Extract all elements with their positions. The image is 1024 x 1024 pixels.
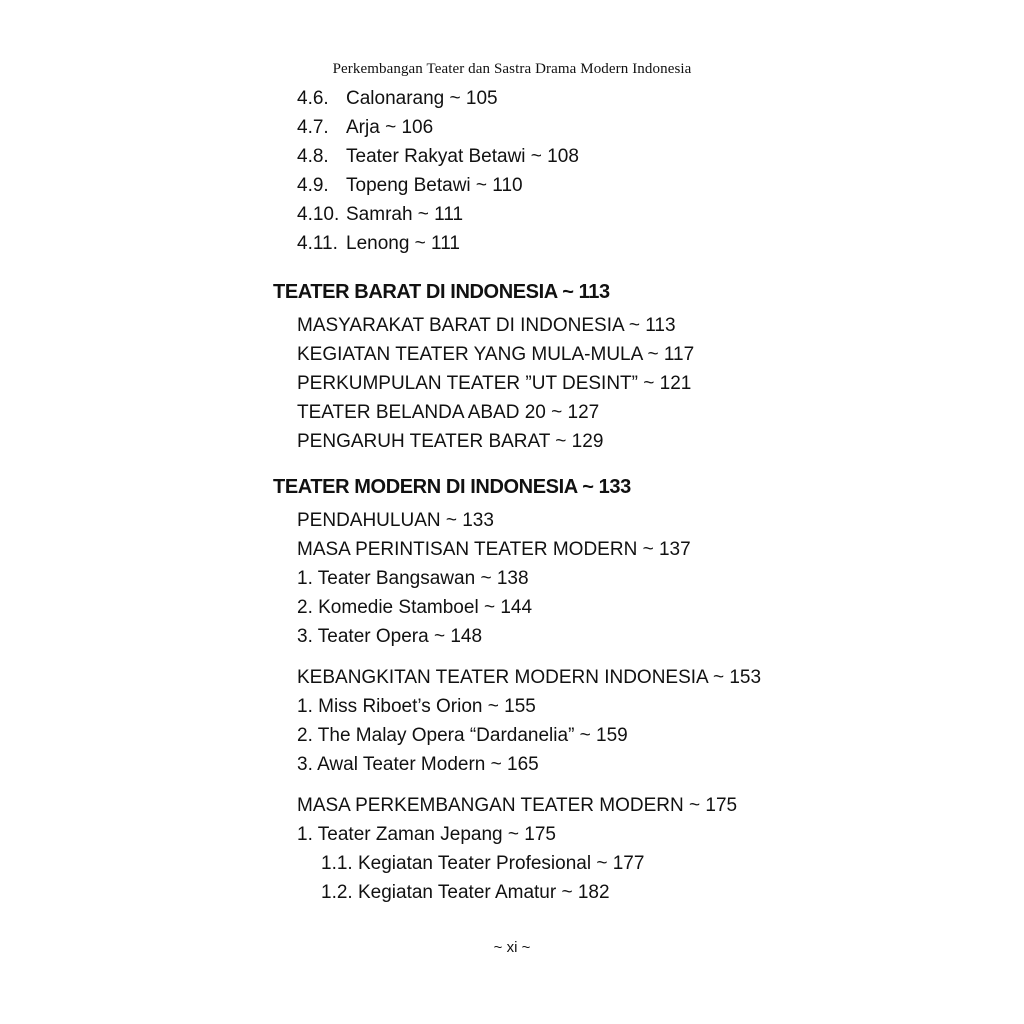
toc-section: TEATER BELANDA ABAD 20 ~ 127 [297,402,600,423]
running-header: Perkembangan Teater dan Sastra Drama Modern Indonesia [332,61,692,77]
toc-entry: 1. Teater Zaman Jepang ~ 175 [297,824,556,845]
toc-section: MASYARAKAT BARAT DI INDONESIA ~ 113 [297,315,676,336]
toc-entry-text: Lenong ~ 111 [346,233,460,254]
toc-entry-text: Calonarang ~ 105 [346,88,498,109]
toc-entry [297,232,460,256]
toc-entry-number: 4.8. [297,146,329,167]
chapter-heading: TEATER MODERN DI INDONESIA ~ 133 [273,476,631,498]
page-number: ~ xi ~ [493,939,531,956]
toc-entry-text: Samrah ~ 111 [346,204,464,225]
toc-entry: 1. Miss Riboet’s Orion ~ 155 [297,696,536,717]
toc-entry: 2. Komedie Stamboel ~ 144 [297,597,533,618]
toc-section: MASA PERKEMBANGAN TEATER MODERN ~ 175 [297,795,738,816]
toc-entry-number: 4.10. [297,204,340,225]
toc-entry-number: 4.9. [297,175,329,196]
toc-entry [297,174,523,198]
toc-subentry: 1.1. Kegiatan Teater Profesional ~ 177 [321,853,645,874]
toc-entry [297,145,579,169]
toc-section: PENGARUH TEATER BARAT ~ 129 [297,431,604,452]
toc-section: KEBANGKITAN TEATER MODERN INDONESIA ~ 153 [297,667,762,688]
toc-entry-text: Topeng Betawi ~ 110 [346,175,523,196]
toc-entry: 3. Awal Teater Modern ~ 165 [297,754,539,775]
toc-entry-text: Arja ~ 106 [346,117,434,138]
toc-entry-text: Teater Rakyat Betawi ~ 108 [346,146,579,167]
toc-section: KEGIATAN TEATER YANG MULA-MULA ~ 117 [297,344,695,365]
toc-entry [297,203,463,227]
toc-entry-number: 4.6. [297,88,329,109]
toc-entry [297,87,498,111]
toc-entry: 3. Teater Opera ~ 148 [297,626,483,647]
chapter-heading: TEATER BARAT DI INDONESIA ~ 113 [273,281,610,303]
toc-entry-number: 4.11. [297,233,338,254]
toc-entry [297,116,433,140]
toc-subentry: 1.2. Kegiatan Teater Amatur ~ 182 [321,882,610,903]
toc-section: PENDAHULUAN ~ 133 [297,510,494,531]
toc-entry: 1. Teater Bangsawan ~ 138 [297,568,529,589]
toc-section: PERKUMPULAN TEATER ”UT DESINT” ~ 121 [297,373,692,394]
toc-entry: 2. The Malay Opera “Dardanelia” ~ 159 [297,725,628,746]
toc-section: MASA PERINTISAN TEATER MODERN ~ 137 [297,539,691,560]
toc-entry-number: 4.7. [297,117,329,138]
